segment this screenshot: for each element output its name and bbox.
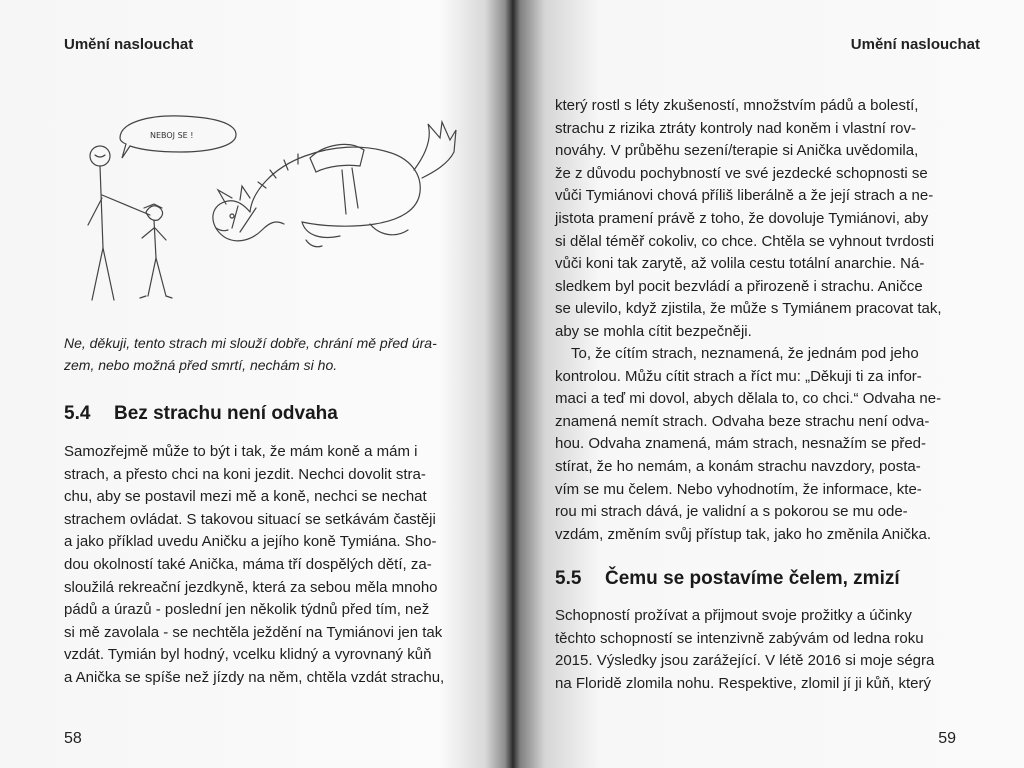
text-line: nováhy. V průběhu sezení/terapie si Anička uvědomila, <box>555 142 919 160</box>
caption-line: zem, nebo možná před smrtí, nechám si ho. <box>64 357 338 373</box>
text-line: strachu z rizika ztráty kontroly nad koněm i vlastní rov- <box>555 119 916 137</box>
text-line: strach, a přesto chci na koni jezdit. Nechci dovolit stra- <box>64 465 426 483</box>
text-line: Samozřejmě může to být i tak, že mám koně a mám i <box>64 443 418 460</box>
section-heading-5-4 <box>64 403 338 425</box>
section-heading-5-5 <box>555 568 900 590</box>
horse-head <box>213 201 284 241</box>
text-line: jistota pramení právě z toho, že dovoluje Tymiánovi, aby <box>555 209 929 227</box>
text-line: hou. Odvaha znamená, mám strach, nesnažím se před- <box>555 435 927 453</box>
running-head-right: Umění naslouchat <box>850 36 980 53</box>
text-line: dou okolností také Anička, máma tří dospělých dětí, za- <box>64 555 432 573</box>
text-line: To, že cítím strach, neznamená, že jednám pod jeho <box>571 345 919 362</box>
text-line: vůči Tymiánovi chová příliš liberálně a že její strach a ne- <box>555 187 934 205</box>
sketch-illustration <box>70 100 470 320</box>
text-line: si mě zavolala - se nechtěla ježdění na Tymiánovi jen tak <box>64 623 443 641</box>
figure-caption <box>64 332 474 376</box>
page-number-right: 59 <box>938 730 956 747</box>
text-line: 2015. Výsledky jsou zarážející. V létě 2016 si moje ségra <box>555 652 935 670</box>
drawing-person-and-horse <box>70 100 470 320</box>
section-number: 5.5 <box>555 568 582 589</box>
right-page <box>515 0 1024 768</box>
text-line: na Floridě zlomila nohu. Respektive, zlomil jí ji kůň, který <box>555 674 931 692</box>
text-line: si dělal téměř cokoliv, co chce. Chtěla se vyhnout tvrdosti <box>555 232 935 250</box>
right-paragraph-odvaha <box>555 343 941 546</box>
text-line: že z důvodu pochybností ve své jezdecké schopnosti se <box>555 164 928 182</box>
text-line: vím se mu čelem. Nebo vyhodnotím, že informace, kte- <box>555 480 922 498</box>
text-line: chu, aby se postavil mezi mě a koně, nechci se nechat <box>64 488 427 506</box>
text-line: a Anička se spíše než jízdy na něm, chtěla vzdát strachu, <box>64 668 445 686</box>
text-line: stírat, že ho nemám, a konám strachu navzdory, posta- <box>555 457 921 475</box>
left-page <box>0 0 505 768</box>
text-line: Schopností prožívat a přijmout svoje prožitky a účinky <box>555 607 912 624</box>
section-number: 5.4 <box>64 403 91 424</box>
text-line: maci a teď mi dovol, abych dělala to, co chci.“ Odvaha ne- <box>555 390 942 408</box>
speech-bubble-text: NEBOJ SE ! <box>150 131 194 140</box>
horse-tail <box>414 122 456 178</box>
text-line: a jako příklad uvedu Aničku a jejího koně Tymiána. Sho- <box>64 533 437 551</box>
person-head <box>90 146 110 166</box>
text-line: vzdám, změním svůj přístup tak, jako ho změnila Anička. <box>555 525 931 543</box>
horse-body <box>250 147 420 226</box>
text-line: pádů a úrazů - poslední jen několik týdnů před tím, než <box>64 601 430 619</box>
text-line: znamená nemít strach. Odvaha beze strachu není odva- <box>555 412 930 430</box>
page-number-left: 58 <box>64 730 82 747</box>
text-line: strachem ovládat. S takovou situací se setkávám častěji <box>64 510 436 528</box>
running-head-left: Umění naslouchat <box>64 36 194 53</box>
right-continued-paragraph <box>555 95 942 344</box>
left-body-paragraph <box>64 441 444 690</box>
text-line: vzdát. Tymián byl hodný, vcelku klidný a vyrovnaný kůň <box>64 646 432 664</box>
caption-line: Ne, děkuji, tento strach mi slouží dobře, chrání mě před úra- <box>64 335 437 351</box>
section-title: Bez strachu není odvaha <box>114 403 338 424</box>
text-line: kontrolou. Můžu cítit strach a říct mu: „Děkuji ti za infor- <box>555 367 922 385</box>
child-head <box>146 206 163 221</box>
text-line: vůči koni tak zarytě, až volila cestu totální anarchie. Ná- <box>555 255 925 273</box>
text-line: těchto schopností se intenzivně zabývám od ledna roku <box>555 629 924 647</box>
right-paragraph-schopnosti <box>555 605 934 695</box>
section-title: Čemu se postavíme čelem, zmizí <box>605 568 900 589</box>
text-line: který rostl s léty zkušeností, množstvím pádů a bolestí, <box>555 97 919 114</box>
text-line: se ulevilo, když zjistila, že může s Tymiánem pracovat tak, <box>555 300 942 318</box>
text-line: rou mi strach dává, je validní a s pokorou se mu ode- <box>555 503 908 521</box>
text-line: aby se mohla cítit bezpečněji. <box>555 322 752 340</box>
text-line: sledkem byl pocit bezvládí a přirozeně i strachu. Aničce <box>555 277 923 295</box>
text-line: sloužilá rekreační jezdkyně, která za sebou měla mnoho <box>64 578 438 596</box>
